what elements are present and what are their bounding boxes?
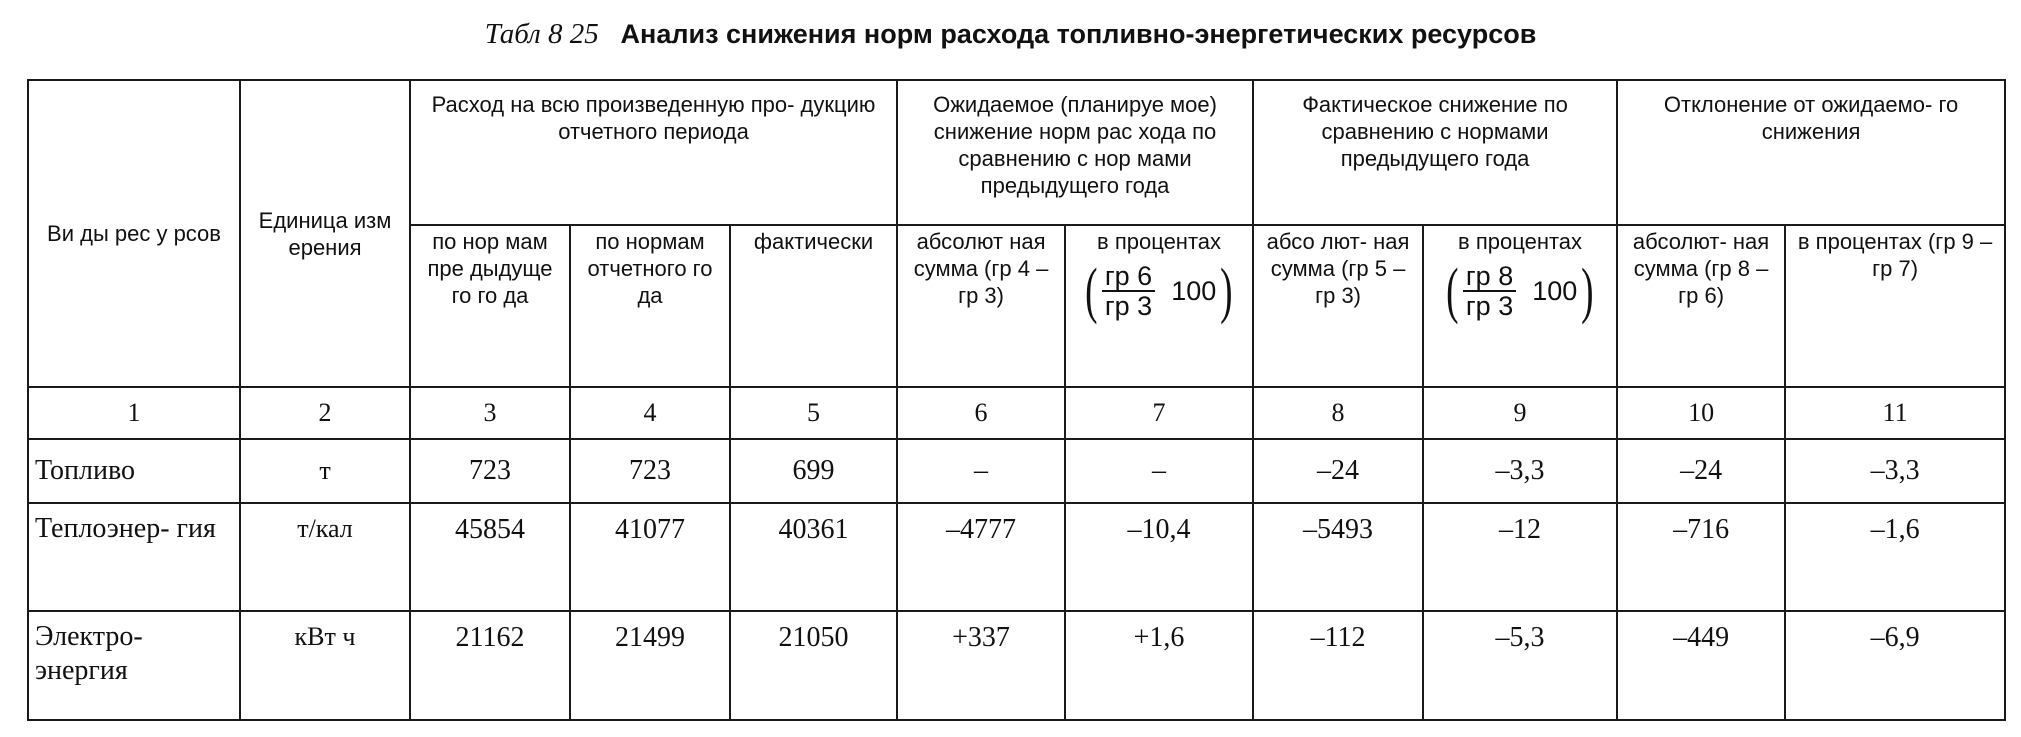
table-cell: +337 bbox=[897, 611, 1065, 720]
column-number: 5 bbox=[730, 387, 897, 439]
right-paren-glyph: ) bbox=[1220, 257, 1233, 325]
table-cell: –10,4 bbox=[1065, 503, 1253, 611]
fraction bbox=[1463, 262, 1516, 320]
table-cell: –5493 bbox=[1253, 503, 1423, 611]
table-cell: 723 bbox=[570, 439, 730, 503]
header-resource-type: Ви ды рес у рсов bbox=[28, 80, 240, 387]
header-sub-9 bbox=[1423, 225, 1617, 387]
header-group-actual: Фактическое снижение по сравнению с нормами предыдущего года bbox=[1253, 80, 1617, 225]
table-cell: – bbox=[897, 439, 1065, 503]
table-cell: 699 bbox=[730, 439, 897, 503]
table-cell: –716 bbox=[1617, 503, 1785, 611]
table-cell: –112 bbox=[1253, 611, 1423, 720]
table-cell: 41077 bbox=[570, 503, 730, 611]
header-sub-4: по нормам отчетного го да bbox=[570, 225, 730, 387]
left-paren-glyph: ( bbox=[1446, 257, 1459, 325]
table-cell: –24 bbox=[1617, 439, 1785, 503]
table-cell: –3,3 bbox=[1423, 439, 1617, 503]
column-number: 9 bbox=[1423, 387, 1617, 439]
header-sub-7-label: в процентах bbox=[1097, 229, 1222, 254]
fraction bbox=[1102, 262, 1155, 320]
table-caption bbox=[0, 18, 2021, 51]
table-row-electricity bbox=[28, 611, 2005, 720]
header-sub-3: по нор мам пре дыдуще го го да bbox=[410, 225, 570, 387]
table-caption-title: Анализ снижения норм расхода топливно-энергетических ресурсов bbox=[620, 19, 1537, 49]
fraction-denominator: гр 3 bbox=[1465, 291, 1514, 321]
row-name: Теплоэнер- гия bbox=[28, 503, 240, 611]
header-sub-11: в процентах (гр 9 – гр 7) bbox=[1785, 225, 2005, 387]
header-group-consumption: Расход на всю произведенную про- дукцию отчетного периода bbox=[410, 80, 897, 225]
table-caption-label: Табл 8 25 bbox=[484, 18, 599, 50]
column-number: 4 bbox=[570, 387, 730, 439]
header-sub-9-label: в процентах bbox=[1458, 229, 1583, 254]
column-number-row bbox=[28, 387, 2005, 439]
fraction-denominator: гр 3 bbox=[1104, 291, 1153, 321]
header-sub-10: абсолют- ная сумма (гр 8 – гр 6) bbox=[1617, 225, 1785, 387]
table-cell: –6,9 bbox=[1785, 611, 2005, 720]
resources-table bbox=[27, 79, 2006, 721]
row-unit: т/кал bbox=[240, 503, 410, 611]
table-cell: 21050 bbox=[730, 611, 897, 720]
column-number: 11 bbox=[1785, 387, 2005, 439]
table-cell: 21162 bbox=[410, 611, 570, 720]
header-sub-7-formula bbox=[1081, 257, 1237, 325]
fraction-multiplier: 100 bbox=[1532, 275, 1578, 306]
table-cell: –24 bbox=[1253, 439, 1423, 503]
header-sub-9-formula bbox=[1442, 257, 1598, 325]
column-number: 10 bbox=[1617, 387, 1785, 439]
column-number: 2 bbox=[240, 387, 410, 439]
header-sub-5: фактически bbox=[730, 225, 897, 387]
header-sub-6: абсолют ная сумма (гр 4 – гр 3) bbox=[897, 225, 1065, 387]
table-cell: 40361 bbox=[730, 503, 897, 611]
table-cell: –4777 bbox=[897, 503, 1065, 611]
table-cell: –5,3 bbox=[1423, 611, 1617, 720]
row-unit: кВт ч bbox=[240, 611, 410, 720]
row-name: Электро- энергия bbox=[28, 611, 240, 720]
table-cell: +1,6 bbox=[1065, 611, 1253, 720]
header-row-groups bbox=[28, 80, 2005, 225]
column-number: 7 bbox=[1065, 387, 1253, 439]
fraction-multiplier: 100 bbox=[1171, 275, 1217, 306]
table-cell: –449 bbox=[1617, 611, 1785, 720]
table-row-heat bbox=[28, 503, 2005, 611]
fraction-numerator: гр 8 bbox=[1463, 262, 1516, 292]
row-unit: т bbox=[240, 439, 410, 503]
header-sub-8: абсо лют- ная сумма (гр 5 – гр 3) bbox=[1253, 225, 1423, 387]
header-unit: Единица изм ерения bbox=[240, 80, 410, 387]
table-row-fuel bbox=[28, 439, 2005, 503]
right-paren-glyph: ) bbox=[1581, 257, 1594, 325]
left-paren-glyph: ( bbox=[1085, 257, 1098, 325]
column-number: 1 bbox=[28, 387, 240, 439]
table-cell: 723 bbox=[410, 439, 570, 503]
row-name: Топливо bbox=[28, 439, 240, 503]
header-group-expected: Ожидаемое (планируе мое) снижение норм рас хода по сравнению с нор мами предыдущего года bbox=[897, 80, 1253, 225]
table-cell: – bbox=[1065, 439, 1253, 503]
header-group-deviation: Отклонение от ожидаемо- го снижения bbox=[1617, 80, 2005, 225]
table-cell: –3,3 bbox=[1785, 439, 2005, 503]
column-number: 3 bbox=[410, 387, 570, 439]
table-cell: 21499 bbox=[570, 611, 730, 720]
table-cell: –1,6 bbox=[1785, 503, 2005, 611]
header-sub-7 bbox=[1065, 225, 1253, 387]
table-cell: –12 bbox=[1423, 503, 1617, 611]
fraction-numerator: гр 6 bbox=[1102, 262, 1155, 292]
column-number: 8 bbox=[1253, 387, 1423, 439]
column-number: 6 bbox=[897, 387, 1065, 439]
table-cell: 45854 bbox=[410, 503, 570, 611]
